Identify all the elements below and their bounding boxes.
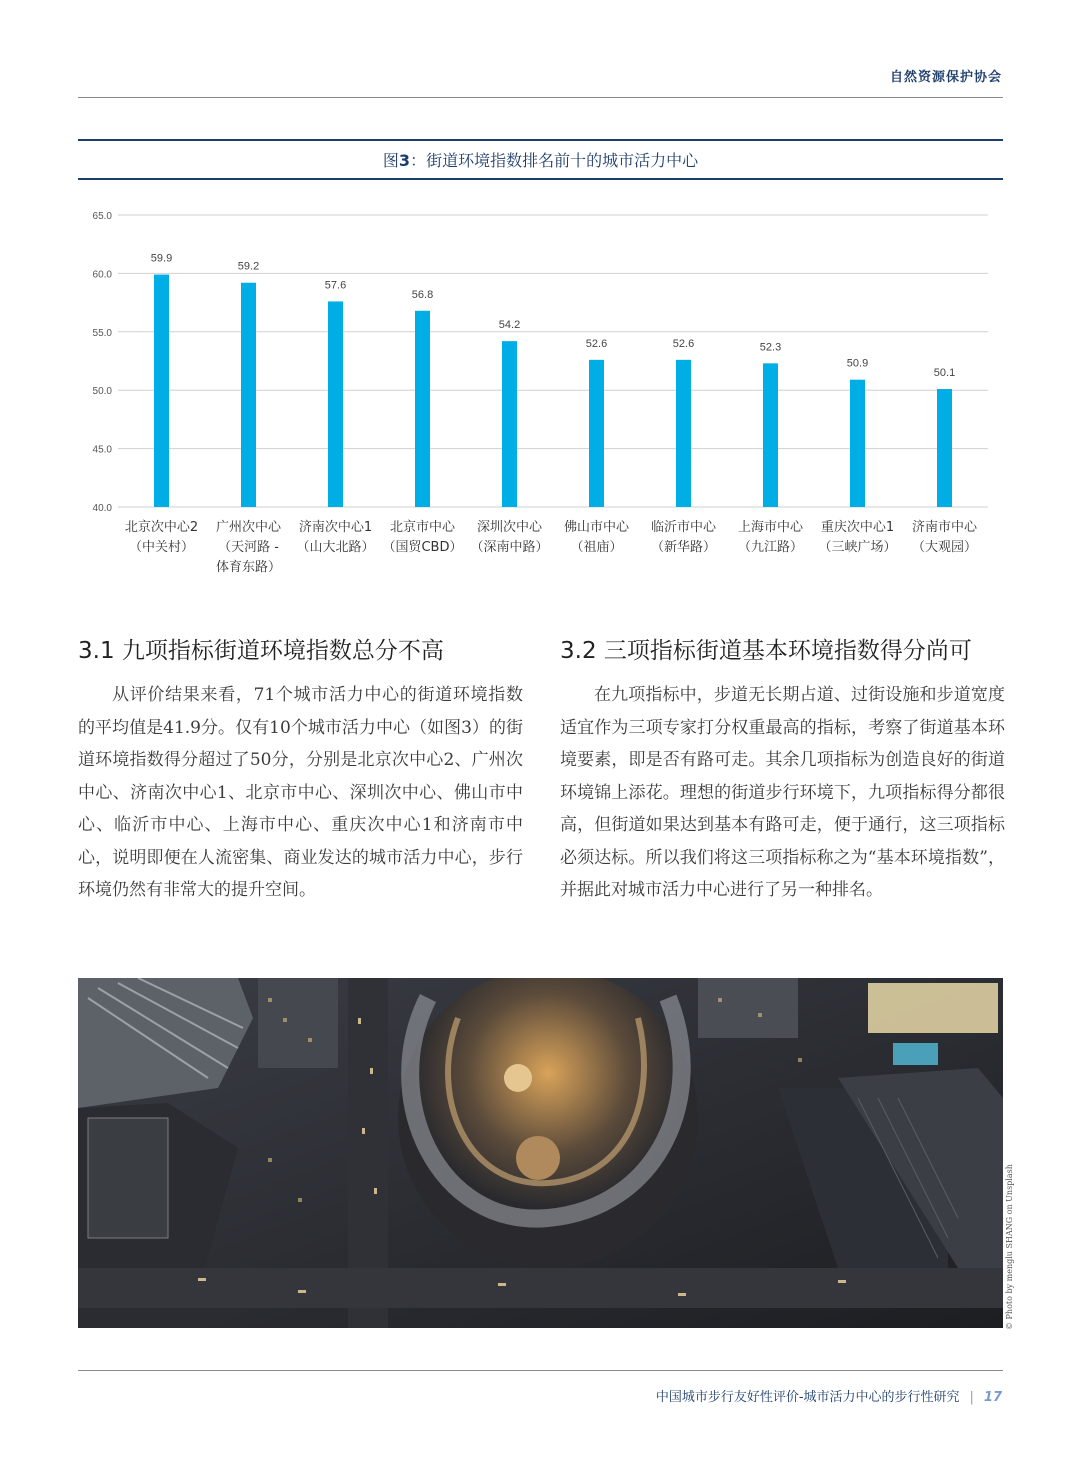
- figure-title-number: 3: [398, 151, 411, 170]
- bar: [328, 301, 343, 507]
- y-tick-label: 40.0: [92, 503, 112, 514]
- y-tick-label: 45.0: [92, 444, 112, 456]
- section-3-2-body: 在九项指标中，步道无长期占道、过街设施和步道宽度适宜作为三项专家打分权重最高的指标，考察了街道基本环境要素，即是否有路可走。其余几项指标为创造良好的街道环境锦上添花。理想的街道步行环境下，九项指标得分都很高，但街道如果达到基本有路可走，便于通行，这三项指标必须达标。所以我们将这三项指标称之为“基本环境指数”，并据此对城市活力中心进行了另一种排名。: [560, 685, 1005, 900]
- bar-value-label: 52.6: [672, 337, 695, 350]
- x-category-label: 临沂市中心: [650, 520, 717, 535]
- bar-value-label: 56.8: [411, 288, 434, 301]
- section-3-1-heading: 3.1 九项指标街道环境指数总分不高: [78, 638, 444, 664]
- x-category-label: 深圳次中心: [476, 520, 543, 535]
- organization-name: 自然资源保护协会: [889, 70, 1002, 85]
- figure-bottom-rule: [78, 178, 1003, 180]
- section-3-2-heading: 3.2 三项指标街道基本环境指数得分尚可: [560, 638, 972, 664]
- bar: [763, 363, 778, 507]
- x-category-label: （山大北路）: [296, 540, 375, 555]
- y-tick-label: 65.0: [92, 211, 112, 222]
- y-tick-label: 55.0: [92, 327, 112, 339]
- bar: [154, 275, 169, 507]
- aerial-city-photo: [78, 978, 1003, 1328]
- x-category-label: 重庆次中心1: [820, 520, 895, 535]
- y-tick-label: 50.0: [92, 386, 112, 398]
- section-3-1-body: 从评价结果来看，71个城市活力中心的街道环境指数的平均值是41.9分。仅有10个城市活力中心（如图3）的街道环境指数得分超过了50分，分别是北京次中心2、广州次中心、济南次中心1、北京市中心、深圳次中心、佛山市中心、临沂市中心、上海市中心、重庆次中心1和济南市中心，说明即便在人流密集、商业发达的城市活力中心，步行环境仍然有非常大的提升空间。: [78, 685, 523, 900]
- bar: [589, 360, 604, 507]
- bar-value-label: 59.9: [150, 252, 173, 265]
- x-category-label: （中关村）: [128, 540, 195, 555]
- x-category-label: 佛山市中心: [563, 520, 630, 535]
- bar: [676, 360, 691, 507]
- page-footer: [656, 1386, 1002, 1405]
- page-number: 17: [983, 1390, 1002, 1405]
- header-rule: [78, 97, 1003, 98]
- section-3-1: [78, 632, 523, 907]
- bar-value-label: 57.6: [324, 279, 347, 292]
- aerial-city-illustration: [78, 978, 1003, 1328]
- x-category-label: 北京次中心2: [124, 520, 199, 535]
- bar-value-label: 50.9: [846, 357, 869, 370]
- section-3-2: [560, 632, 1005, 907]
- bar-value-label: 50.1: [933, 367, 956, 380]
- footer-separator: |: [969, 1390, 974, 1405]
- x-category-label: 广州次中心: [215, 520, 282, 535]
- footer-rule: [78, 1370, 1003, 1371]
- bar-value-label: 52.3: [759, 341, 782, 354]
- x-category-label: （新华路）: [650, 540, 717, 555]
- bar: [937, 389, 952, 507]
- figure-top-rule: [78, 139, 1003, 141]
- bar: [850, 380, 865, 507]
- x-category-label: （深南中路）: [470, 540, 549, 555]
- y-tick-label: 60.0: [92, 269, 112, 281]
- bar-value-label: 52.6: [585, 337, 608, 350]
- photo-credit: © Photo by menglu SHANG on Unsplash: [1005, 1164, 1014, 1330]
- bar-value-label: 59.2: [237, 260, 260, 273]
- x-category-label: （天河路 -: [218, 540, 279, 555]
- bar: [241, 283, 256, 507]
- x-category-label: （大观园）: [911, 540, 978, 555]
- figure-title-text: ：街道环境指数排名前十的城市活力中心: [410, 151, 699, 170]
- x-category-label: 北京市中心: [389, 520, 456, 535]
- x-category-label: （三峡广场）: [818, 540, 897, 555]
- figure-title-prefix: 图: [382, 151, 399, 170]
- x-category-label: （祖庙）: [570, 540, 623, 555]
- bar: [415, 311, 430, 507]
- figure-title: [78, 148, 1003, 171]
- x-category-label: 济南市中心: [911, 520, 978, 535]
- bar-chart: [78, 195, 1003, 585]
- x-category-label: 体育东路）: [215, 560, 282, 575]
- x-category-label: 上海市中心: [737, 520, 804, 535]
- x-category-label: （九江路）: [737, 540, 804, 555]
- x-category-label: 济南次中心1: [298, 520, 373, 535]
- x-category-label: （国贸CBD）: [382, 540, 463, 555]
- bar: [502, 341, 517, 507]
- footer-title: 中国城市步行友好性评价-城市活力中心的步行性研究: [655, 1390, 960, 1405]
- bar-value-label: 54.2: [498, 319, 521, 332]
